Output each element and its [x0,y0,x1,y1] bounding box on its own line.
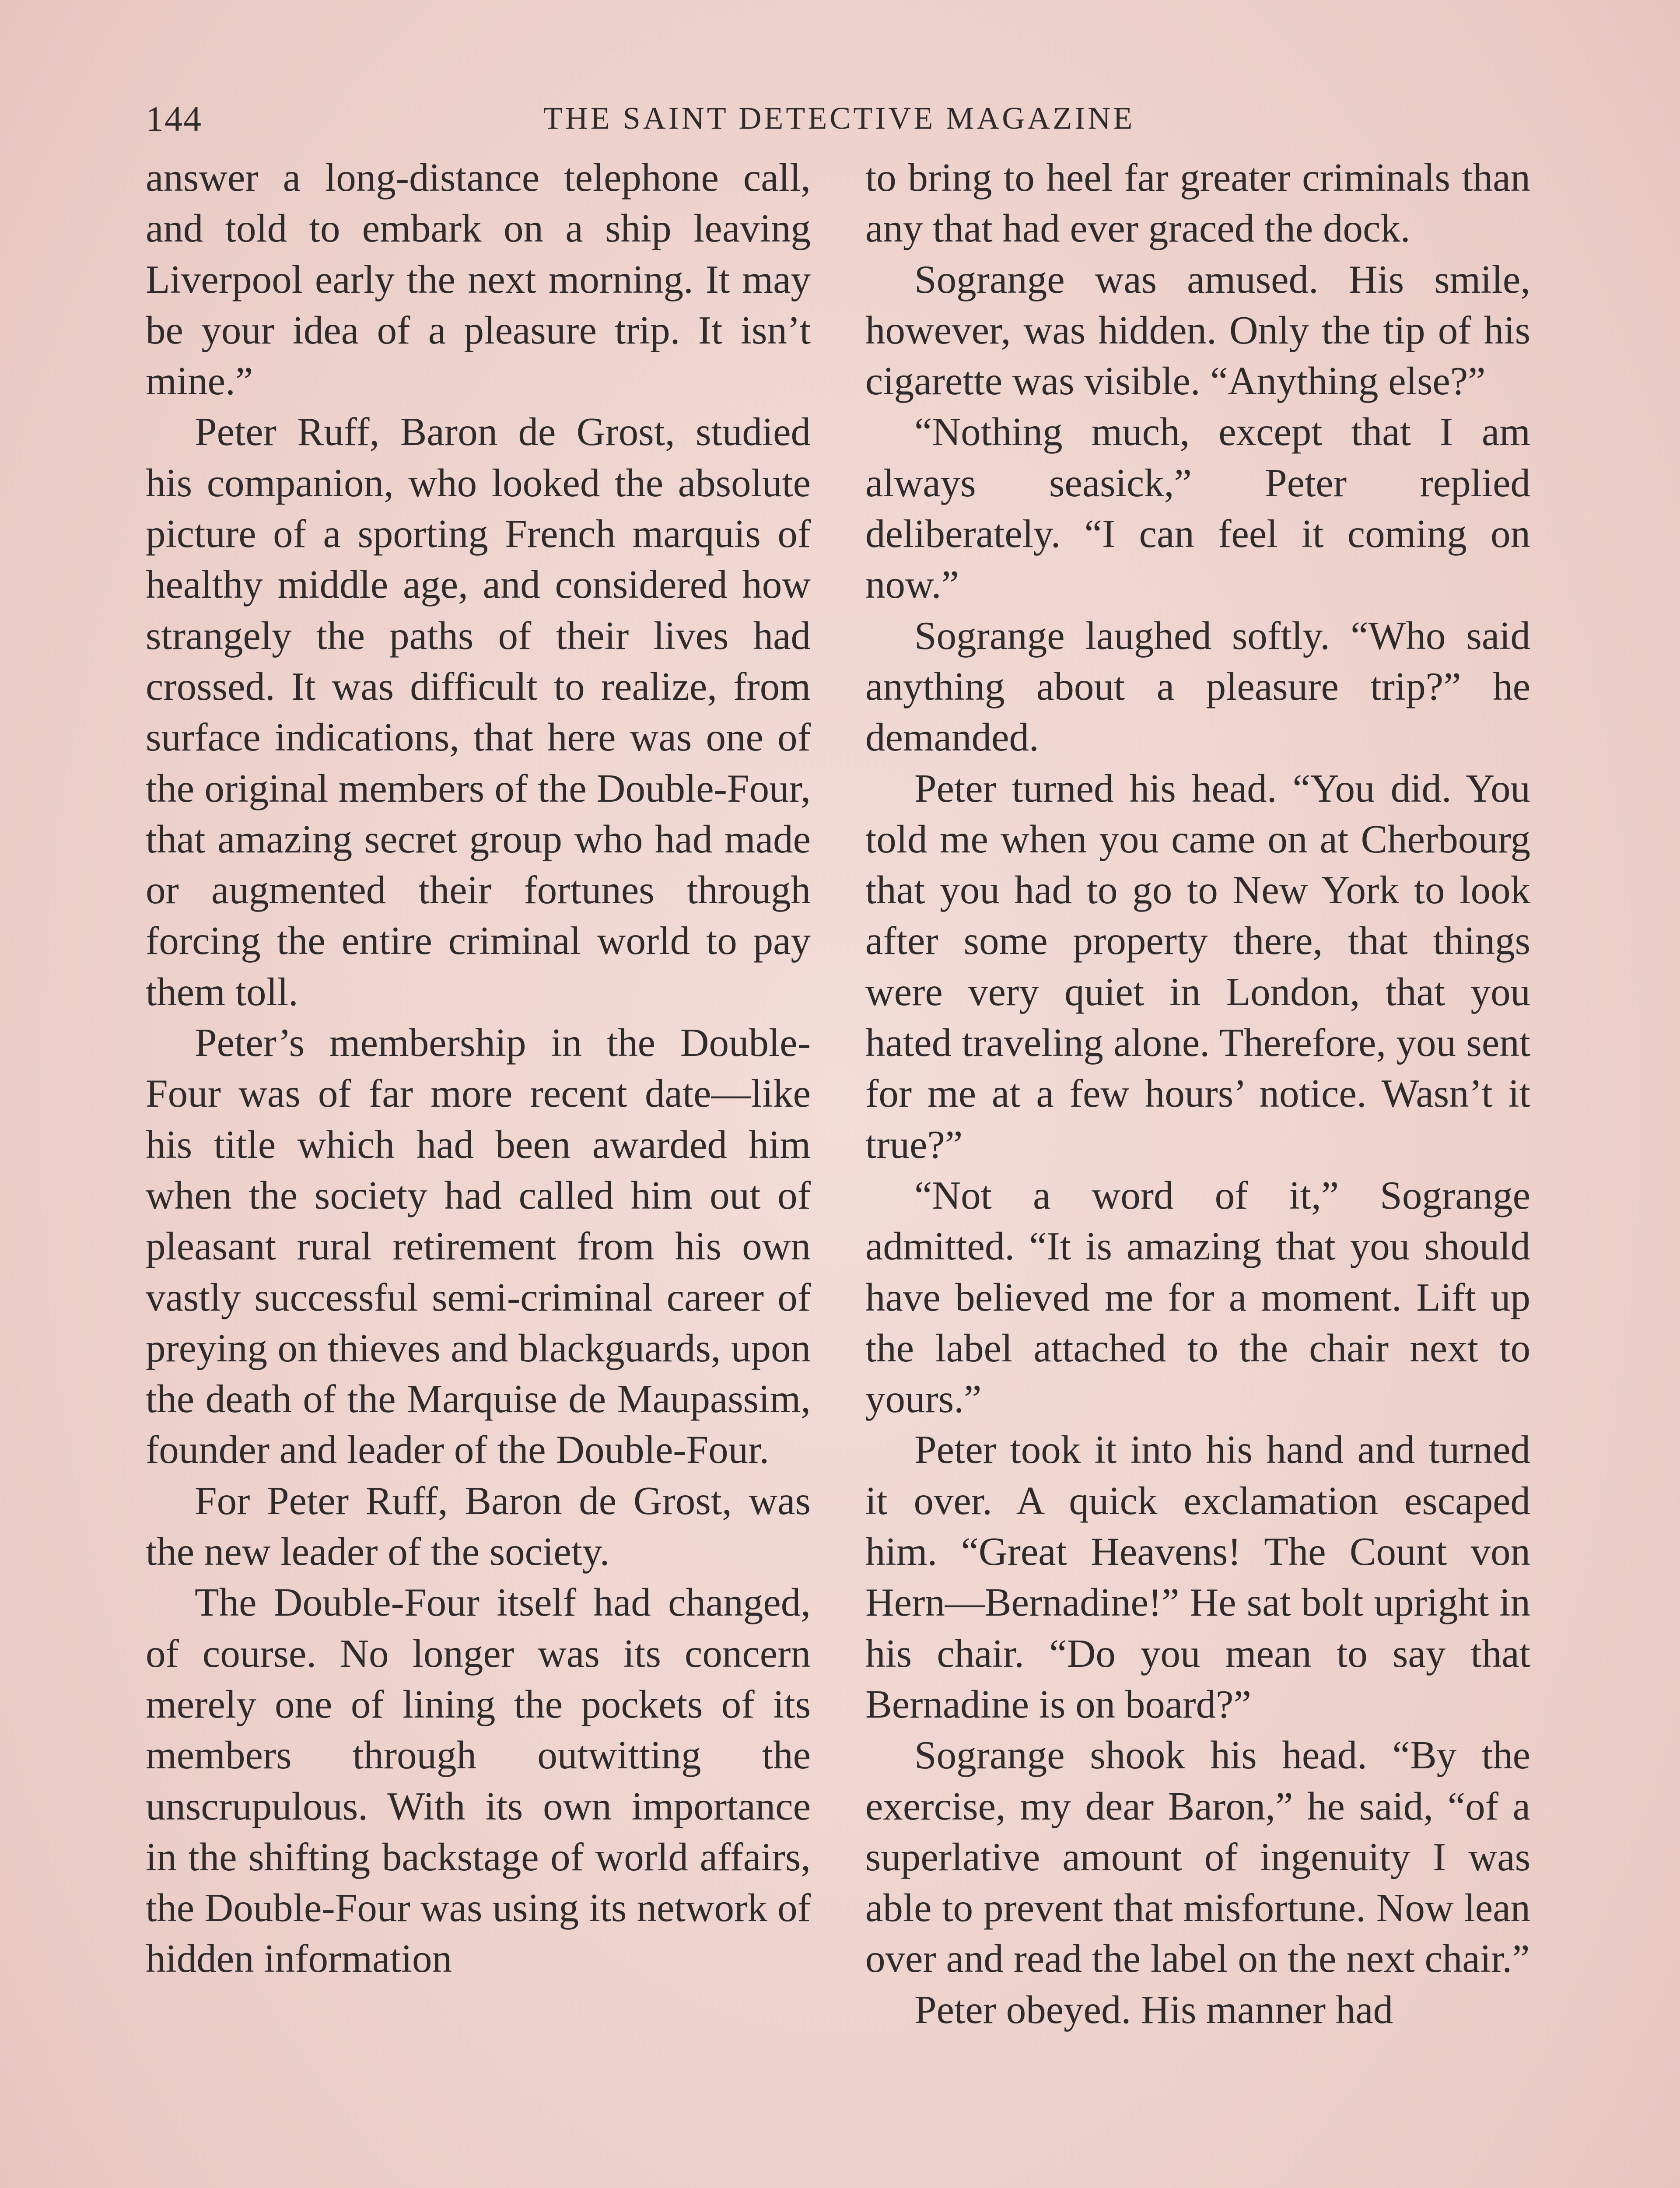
paragraph: Peter’s membership in the Double-Four was of far more recent date—like his title which had been awarded him when the society had called him out of pleasant rural retirement from his own vastly successful semi-criminal career of preying on thieves and blackguards, upon the death of the Marquise de Maupassim, founder and leader of the Double-Four. [146,1020,811,1472]
paragraph: The Double-Four itself had changed, of course. No longer was its concern merely one of lining the pockets of its members through outwitting the unscrupulous. With its own importance in the shifting backstage of world affairs, the Double-Four was using its network of hidden information [146,1580,811,1981]
page-number: 144 [146,99,202,139]
paragraph: Sogrange shook his head. “By the exercise, my dear Baron,” he said, “of a superlative amount of ingenuity I was able to prevent that misfortune. Now lean over and read the label on the next chair.” [865,1733,1530,1981]
running-head [146,98,1533,147]
paragraph: Sogrange was amused. His smile, however, was hidden. Only the tip of his cigarette was visible. “Anything else?” [865,257,1530,403]
magazine-title: THE SAINT DETECTIVE MAGAZINE [543,101,1135,136]
left-column [146,152,811,1985]
paragraph: For Peter Ruff, Baron de Grost, was the new leader of the society. [146,1478,811,1574]
paragraph: Sogrange laughed softly. “Who said anything about a pleasure trip?” he demanded. [865,613,1530,760]
right-column [865,152,1530,2035]
paragraph: “Nothing much, except that I am always seasick,” Peter replied deliberately. “I can feel it coming on now.” [865,410,1530,607]
paragraph: Peter turned his head. “You did. You told me when you came on at Cherbourg that you had to go to New York to look after some property there, that things were very quiet in London, that you hated traveling alone. Therefore, you sent for me at a few hours’ notice. Wasn’t it true?” [865,766,1530,1167]
paragraph: Peter obeyed. His manner had [914,1987,1393,2032]
paragraph: Peter took it into his hand and turned it over. A quick exclamation escaped him. “Great Heavens! The Count von Hern—Bernadine!” He sat bolt upright in his chair. “Do you mean to say that Bernadine is on board?” [865,1427,1530,1726]
paragraph: answer a long-distance telephone call, and told to embark on a ship leaving Liverpool early the next morning. It may be your idea of a pleasure trip. It isn’t mine.” [146,155,811,403]
paragraph: Peter Ruff, Baron de Grost, studied his companion, who looked the absolute picture of a sporting French marquis of healthy middle age, and considered how strangely the paths of their lives had crossed. It was difficult to realize, from surface indications, that here was one of the original members of the Double-Four, that amazing secret group who had made or augmented their fortunes through forcing the entire criminal world to pay them toll. [146,410,811,1014]
paragraph: “Not a word of it,” Sogrange admitted. “It is amazing that you should have believed me for a moment. Lift up the label attached to the chair next to yours.” [865,1173,1530,1421]
paragraph: to bring to heel far greater criminals than any that had ever graced the dock. [865,155,1530,251]
